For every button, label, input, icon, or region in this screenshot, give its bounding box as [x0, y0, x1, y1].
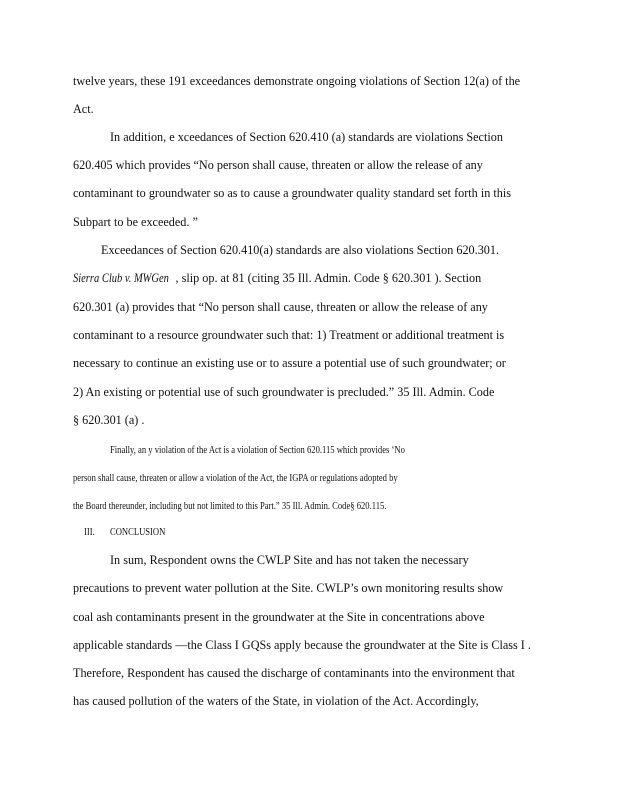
section-heading [84, 524, 98, 541]
paragraph-5-line-1: In sum, Respondent owns the CWLP Site and has not taken the necessary [110, 553, 469, 567]
paragraph-5-line-6: has caused pollution of the waters of the State, in violation of the Act. Accordingly, [73, 694, 479, 708]
paragraph-2-line-4: Subpart to be exceeded. ” [73, 215, 198, 229]
paragraph-3-line-2 [73, 270, 481, 286]
paragraph-3-line-3: 620.301 (a) provides that “No person shall cause, threaten or allow the release of any [73, 300, 488, 314]
paragraph-1-line-1: twelve years, these 191 exceedances demonstrate ongoing violations of Section 12(a) of the [73, 74, 521, 88]
section-title: CONCLUSION [110, 526, 166, 538]
paragraph-1-line-2: Act. [73, 102, 94, 116]
case-citation: Sierra Club v. MWGen [73, 271, 169, 285]
paragraph-3-line-4: contaminant to a resource groundwater such that: 1) Treatment or additional treatment is [73, 328, 505, 342]
paragraph-4-line-1: Finally, an y violation of the Act is a violation of Section 620.115 which provides ‘No [110, 444, 405, 456]
citation-rest: , slip op. at 81 (citing 35 Ill. Admin. Code § 620.301 ). Section [172, 271, 482, 285]
paragraph-5-line-3: coal ash contaminants present in the groundwater at the Site in concentrations above [73, 610, 485, 624]
paragraph-3-line-5: necessary to continue an existing use or to assure a potential use of such groundwater; or [73, 356, 506, 370]
paragraph-2-line-1: In addition, e xceedances of Section 620.410 (a) standards are violations Section [110, 130, 503, 144]
paragraph-5-line-2: precautions to prevent water pollution at the Site. CWLP’s own monitoring results show [73, 581, 504, 595]
paragraph-3-line-1: Exceedances of Section 620.410(a) standards are also violations Section 620.301. [101, 243, 500, 257]
paragraph-5-line-4: applicable standards —the Class I GQSs apply because the groundwater at the Site is Class I . [73, 638, 531, 652]
paragraph-3-line-6: 2) An existing or potential use of such groundwater is precluded.” 35 Ill. Admin. Code [73, 385, 495, 399]
paragraph-5-line-5: Therefore, Respondent has caused the discharge of contaminants into the environment that [73, 666, 515, 680]
paragraph-2-line-2: 620.405 which provides “No person shall cause, threaten or allow the release of any [73, 158, 483, 172]
paragraph-2-line-3: contaminant to groundwater so as to cause a groundwater quality standard set forth in this [73, 186, 511, 200]
section-number: III. [84, 526, 95, 538]
paragraph-4-line-3: the Board thereunder, including but not limited to this Part.” 35 Ill. Admin. Code§ 620.115. [73, 500, 387, 512]
paragraph-4-line-2: person shall cause, threaten or allow a violation of the Act, the IGPA or regulations adopted by [73, 472, 398, 484]
section-title-wrap [110, 524, 181, 541]
paragraph-3-line-7: § 620.301 (a) . [73, 413, 145, 427]
